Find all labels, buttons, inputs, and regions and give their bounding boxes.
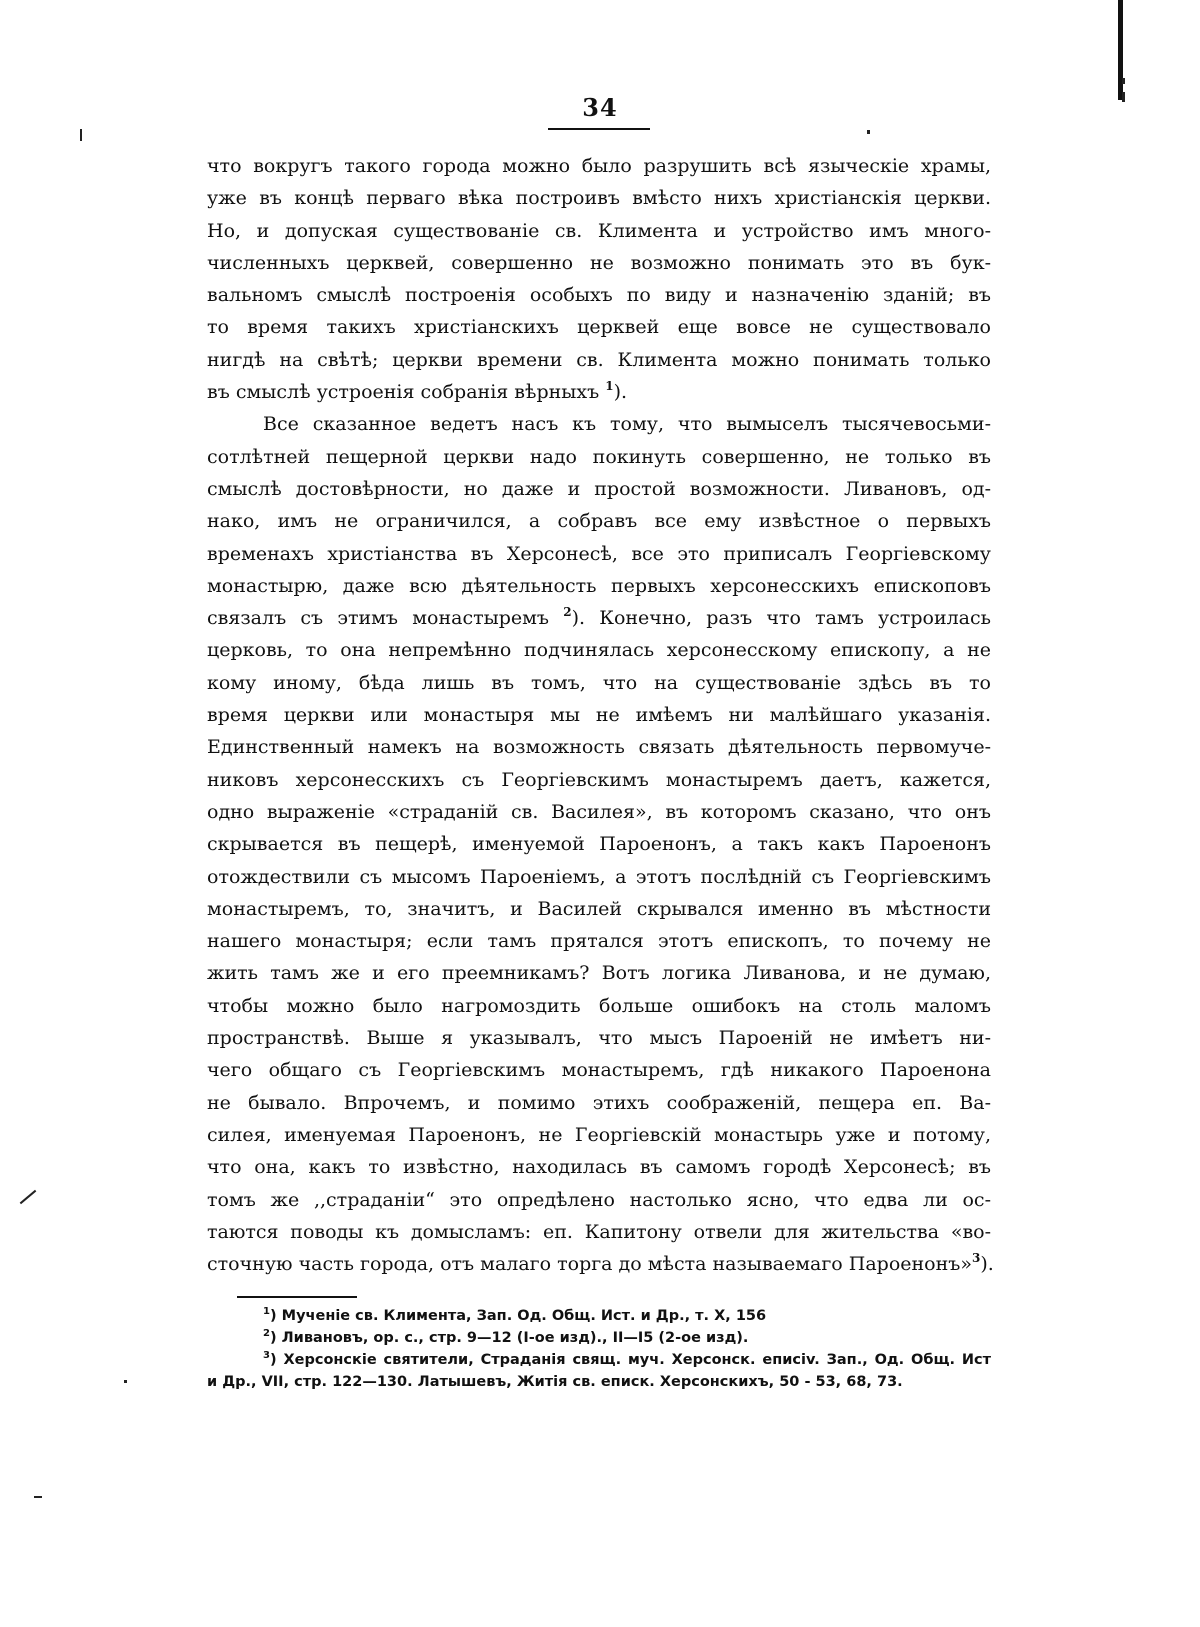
footnote-text: ) Ливановъ, ор. с., стр. 9—12 (I-ое изд)., II—I5 (2-ое изд). bbox=[269, 1330, 749, 1346]
text-line: Но, и допуская существованіе св. Климента и устройство имъ много- bbox=[207, 219, 991, 242]
text-segment: ). bbox=[980, 1253, 994, 1276]
text-line: что она, какъ то извѣстно, находилась въ самомъ городѣ Херсонесѣ; въ bbox=[207, 1156, 991, 1179]
footnote-rule bbox=[237, 1296, 357, 1298]
footnote-mark: 1 bbox=[263, 1306, 270, 1317]
scan-speck bbox=[34, 1496, 42, 1498]
text-segment: ). Конечно, разъ что тамъ устроилась bbox=[571, 607, 991, 630]
scan-edge-bar bbox=[1118, 0, 1123, 100]
text-line: нашего монастыря; если тамъ прятался этотъ епископъ, то почему не bbox=[207, 930, 991, 953]
text-line: нигдѣ на свѣтѣ; церкви времени св. Климента можно понимать только bbox=[207, 348, 991, 371]
text-line bbox=[207, 1248, 994, 1280]
text-line: Все сказанное ведетъ насъ къ тому, что вымыселъ тысячевосьми- bbox=[263, 413, 991, 436]
page-number: 34 bbox=[582, 93, 618, 122]
scan-speck bbox=[867, 130, 870, 134]
text-segment: сточную часть города, отъ малаго торга до мѣста называемаго Пароенонъ» bbox=[207, 1253, 972, 1276]
footnote-text: и Др., VII, стр. 122—130. Латышевъ, Житія св. еписк. Херсонскихъ, 50 - 53, 68, 73. bbox=[207, 1374, 903, 1390]
text-line: нако, имъ не ограничился, а собравъ все ему извѣстное о первыхъ bbox=[207, 510, 991, 533]
page-number-rule bbox=[548, 128, 650, 130]
text-segment: въ смыслѣ устроенія собранія вѣрныхъ bbox=[207, 381, 600, 404]
footnote-ref: 1 bbox=[605, 379, 614, 394]
text-line: численныхъ церквей, совершенно не возможно понимать это въ бук- bbox=[207, 251, 991, 274]
text-line: временахъ христіанства въ Херсонесѣ, все это приписалъ Георгіевскому bbox=[207, 542, 991, 565]
scan-speck bbox=[20, 1190, 37, 1204]
text-line: уже въ концѣ перваго вѣка построивъ вмѣсто нихъ христіанскія церкви. bbox=[207, 187, 991, 210]
text-line: силея, именуемая Пароенонъ, не Георгіевскій монастырь уже и потому, bbox=[207, 1123, 991, 1146]
text-line: кому иному, бѣда лишь въ томъ, что на существованіе здѣсь въ то bbox=[207, 671, 991, 694]
footnote-text: ) Херсонскіе святители, Страданія свящ. муч. Херсонск. епиciv. Зап., Од. Общ. Ист bbox=[269, 1352, 991, 1368]
text-line: что вокругъ такого города можно было разрушить всѣ языческіе храмы, bbox=[207, 155, 991, 177]
text-line: монастыремъ, то, значитъ, и Василей скрывался именно въ мѣстности bbox=[207, 897, 991, 920]
text-line: жить тамъ же и его преемникамъ? Вотъ логика Ливанова, и не думаю, bbox=[207, 962, 991, 985]
text-line: смыслѣ достовѣрности, но даже и простой возможности. Ливановъ, од- bbox=[207, 477, 991, 500]
text-segment: связалъ съ этимъ монастыремъ bbox=[207, 607, 549, 630]
text-segment: ). bbox=[613, 381, 628, 404]
footnote-continuation bbox=[207, 1371, 991, 1393]
text-line: вальномъ смыслѣ построенія особыхъ по виду и назначенію зданій; въ bbox=[207, 284, 991, 307]
text-line: одно выраженіе «страданій св. Василея», въ которомъ сказано, что онъ bbox=[207, 800, 991, 823]
text-line: отождествили съ мысомъ Пароеніемъ, а этотъ послѣдній съ Георгіевскимъ bbox=[207, 865, 991, 888]
scan-speck bbox=[1122, 78, 1125, 84]
text-line: Единственный намекъ на возможность связать дѣятельность первомуче- bbox=[207, 736, 991, 759]
footnote bbox=[207, 1327, 991, 1349]
text-line: чего общаго съ Георгіевскимъ монастыремъ, гдѣ никакого Пароенона bbox=[207, 1059, 991, 1082]
body-text bbox=[207, 150, 994, 1280]
text-line: томъ же ,,страданіи“ это опредѣлено настолько ясно, что едва ли ос- bbox=[207, 1188, 991, 1211]
footnote-mark: 3 bbox=[263, 1350, 270, 1361]
text-line bbox=[207, 376, 991, 408]
footnotes bbox=[207, 1305, 991, 1393]
text-line: таются поводы къ домысламъ: еп. Капитону отвели для жительства «во- bbox=[207, 1220, 991, 1243]
text-line: чтобы можно было нагромоздить больше ошибокъ на столь маломъ bbox=[207, 994, 991, 1017]
footnote-mark: 2 bbox=[263, 1328, 270, 1339]
text-line: скрывается въ пещерѣ, именуемой Пароенонъ, а такъ какъ Пароенонъ bbox=[207, 833, 991, 856]
text-line: время церкви или монастыря мы не имѣемъ ни малѣйшаго указанія. bbox=[207, 704, 991, 727]
footnote-ref: 3 bbox=[972, 1251, 981, 1266]
footnote bbox=[207, 1305, 991, 1327]
text-line bbox=[207, 602, 991, 634]
footnote-ref: 2 bbox=[563, 605, 572, 620]
text-line: пространствѣ. Выше я указывалъ, что мысъ Пароеній не имѣетъ ни- bbox=[207, 1027, 991, 1050]
text-line: сотлѣтней пещерной церкви надо покинуть совершенно, не только въ bbox=[207, 445, 991, 468]
scan-speck bbox=[124, 1380, 127, 1383]
footnote-text: ) Мученіе св. Климента, Зап. Од. Общ. Ист. и Др., т. X, 156 bbox=[269, 1308, 767, 1324]
text-line: церковь, то она непремѣнно подчинялась херсонесскому епископу, а не bbox=[207, 639, 991, 662]
text-line: монастырю, даже всю дѣятельность первыхъ херсонесскихъ епископовъ bbox=[207, 574, 991, 597]
footnote bbox=[207, 1349, 991, 1371]
text-line: никовъ херсонесскихъ съ Георгіевскимъ монастыремъ даетъ, кажется, bbox=[207, 768, 991, 791]
text-line: то время такихъ христіанскихъ церквей еще вовсе не существовало bbox=[207, 316, 991, 339]
scan-speck bbox=[80, 129, 82, 141]
text-line: не бывало. Впрочемъ, и помимо этихъ соображеній, пещера еп. Ва- bbox=[207, 1091, 991, 1114]
